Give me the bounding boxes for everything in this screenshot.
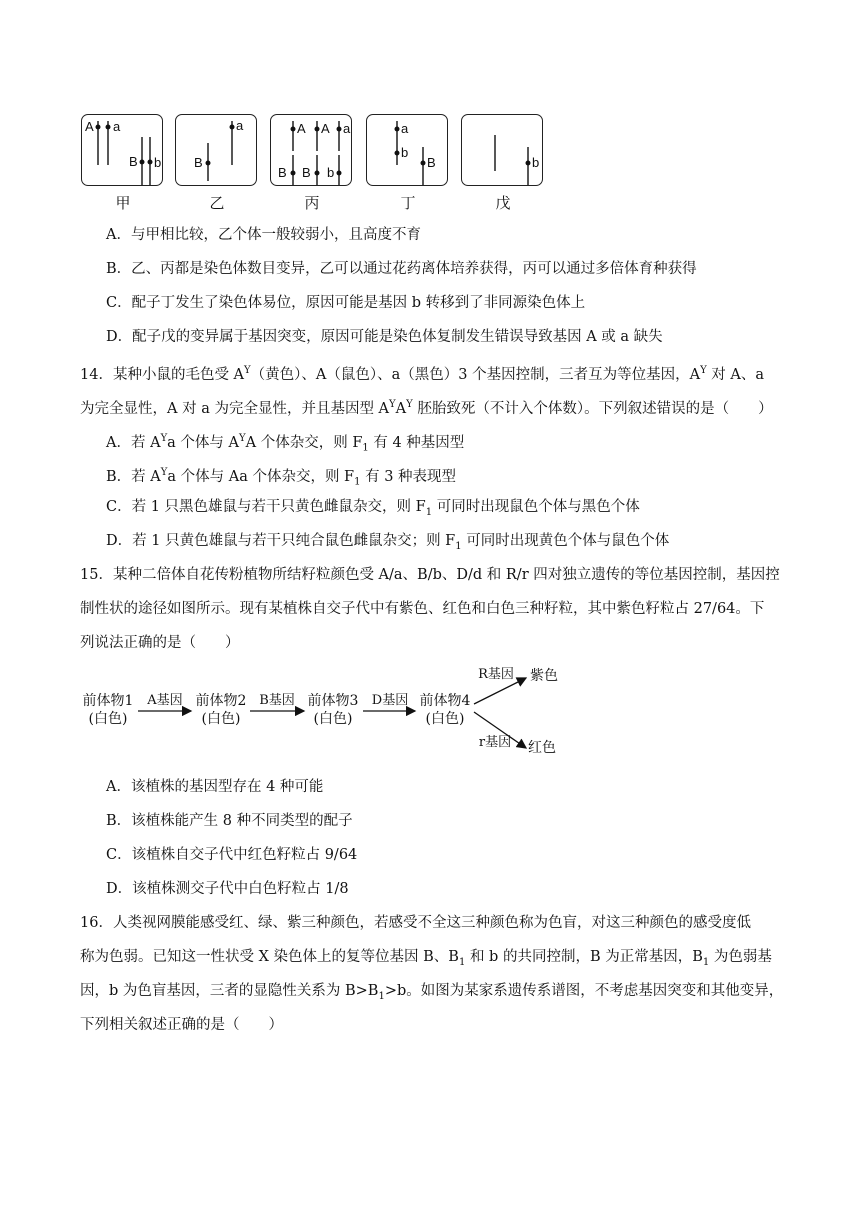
q15-option-d: D．该植株测交子代中白色籽粒占 1/8 xyxy=(106,881,349,897)
text: 可同时出现黄色个体与鼠色个体 xyxy=(461,533,670,549)
box-label-jia: 甲 xyxy=(115,194,131,212)
text: a 个体与 Aa 个体杂交，则 F xyxy=(167,468,355,485)
sub: 1 xyxy=(458,956,466,968)
gene-label: B xyxy=(302,165,311,180)
sub: 1 xyxy=(425,506,433,518)
text: D．若 1 只黄色雄鼠与若干只纯合鼠色雌鼠杂交；则 F xyxy=(106,533,456,549)
text: A．若 A xyxy=(106,434,161,451)
purple-label: 紫色 xyxy=(530,668,558,684)
text: 有 4 种基因型 xyxy=(368,434,465,451)
text: 有 3 种表现型 xyxy=(360,468,457,485)
text: (白色) xyxy=(313,711,353,727)
sup: Y xyxy=(160,433,168,444)
sub: 1 xyxy=(378,990,385,1002)
text: 前体物2 xyxy=(195,693,247,709)
q15-option-c: C．该植株自交子代中红色籽粒占 9/64 xyxy=(106,847,358,863)
text: (白色) xyxy=(425,711,465,727)
gene-label: a xyxy=(236,118,244,133)
sup: Y xyxy=(160,467,168,478)
box-label-bing: 丙 xyxy=(304,194,320,212)
q15-option-a: A．该植株的基因型存在 4 种可能 xyxy=(106,779,324,795)
box-label-ding: 丁 xyxy=(400,194,416,212)
sup: Y xyxy=(700,365,707,376)
gene-label: b xyxy=(532,155,540,170)
q15-line-1: 15．某种二倍体自花传粉植物所结籽粒颜色受 A/a、B/b、D/d 和 R/r 四对独立遗传的等位基因控制，基因控 xyxy=(80,567,780,583)
text: 称为色弱。已知这一性状受 X 染色体上的复等位基因 B、B xyxy=(80,949,459,965)
q13-option-a: A．与甲相比较，乙个体一般较弱小，且高度不育 xyxy=(106,227,421,243)
text: 前体物4 xyxy=(419,693,471,709)
gene-r-lower-label: r基因 xyxy=(478,735,512,750)
text: 胚胎致死（不计入个体数）。下列叙述错误的是（ ） xyxy=(412,400,773,417)
text: A 个体杂交，则 F xyxy=(245,434,363,451)
text: (白色) xyxy=(88,711,128,727)
sup: Y xyxy=(239,433,246,444)
sup: Y xyxy=(406,399,413,410)
gene-label: a xyxy=(343,121,351,136)
box-label-yi: 乙 xyxy=(209,194,225,212)
text: 可同时出现鼠色个体与黑色个体 xyxy=(432,499,640,515)
precursor-4 xyxy=(413,692,477,728)
text: C．若 1 只黑色雄鼠与若干只黄色雌鼠杂交，则 F xyxy=(106,499,426,515)
q13-option-d: D．配子戊的变异属于基因突变，原因可能是染色体复制发生错误导致基因 A 或 a 缺失 xyxy=(106,329,663,345)
sub: 1 xyxy=(455,540,462,552)
gene-r-upper-label: R基因 xyxy=(478,667,514,682)
text: （黄色）、A（鼠色）、a（黑色）3 个基因控制，三者互为等位基因，A xyxy=(250,366,701,383)
gene-label: B xyxy=(129,154,138,169)
text: (白色) xyxy=(201,711,241,727)
q16-line-3 xyxy=(80,981,783,1007)
question-number: 14． xyxy=(80,366,113,383)
text: 为完全显性，A 对 a 为完全显性，并且基因型 A xyxy=(80,400,390,417)
gene-label: A xyxy=(321,121,330,136)
sup: Y xyxy=(389,399,396,410)
gene-label: A xyxy=(297,121,306,136)
q13-option-c: C．配子丁发生了染色体易位，原因可能是基因 b 转移到了非同源染色体上 xyxy=(106,295,586,311)
gene-label: A xyxy=(85,119,94,134)
text: 对 A、a xyxy=(706,366,765,383)
gene-label: B xyxy=(427,155,436,170)
text: 前体物3 xyxy=(307,693,359,709)
gene-label: a xyxy=(401,121,409,136)
gene-label: b xyxy=(401,145,409,160)
text: a 个体与 A xyxy=(167,434,240,451)
gene-label: B xyxy=(194,155,203,170)
precursor-1 xyxy=(76,692,140,728)
q15-line-3: 列说法正确的是（ ） xyxy=(80,635,240,651)
q15-option-b: B．该植株能产生 8 种不同类型的配子 xyxy=(106,813,353,829)
gene-label: b xyxy=(327,165,335,180)
q15-line-2: 制性状的途径如图所示。现有某植株自交子代中有紫色、红色和白色三种籽粒，其中紫色籽粒占 27/64。下 xyxy=(80,601,765,617)
text: >b。如图为某家系遗传系谱图，不考虑基因突变和其他变异， xyxy=(384,983,784,999)
text: B．若 A xyxy=(106,468,161,485)
box-label-wu: 戊 xyxy=(495,194,511,212)
gene-a-label: A基因 xyxy=(147,693,183,708)
precursor-2 xyxy=(189,692,253,728)
gene-d-label: D基因 xyxy=(371,693,409,708)
sub: 1 xyxy=(702,956,710,968)
q16-line-2 xyxy=(80,947,772,973)
q16-line-1: 16．人类视网膜能感受红、绿、紫三种颜色，若感受不全这三种颜色称为色盲，对这三种颜色的感受度低 xyxy=(80,915,751,931)
text: 某种小鼠的毛色受 A xyxy=(112,366,245,383)
gene-label: B xyxy=(278,165,287,180)
text: 和 b 的共同控制，B 为正常基因，B xyxy=(465,949,703,965)
text: 前体物1 xyxy=(82,693,134,709)
gene-label: b xyxy=(154,155,162,170)
text: 因，b 为色盲基因，三者的显隐性关系为 B>B xyxy=(80,983,379,999)
sub: 1 xyxy=(362,442,369,454)
q13-option-b: B．乙、丙都是染色体数目变异，乙可以通过花药离体培养获得，丙可以通过多倍体育种获得 xyxy=(106,261,697,277)
sub: 1 xyxy=(354,476,361,488)
gene-label: a xyxy=(113,119,121,134)
red-label: 红色 xyxy=(528,740,556,756)
q16-line-4: 下列相关叙述正确的是（ ） xyxy=(80,1017,283,1033)
gene-b-label: B基因 xyxy=(259,693,295,708)
text: 为色弱基 xyxy=(709,949,772,965)
text: A xyxy=(395,400,407,417)
precursor-3 xyxy=(301,692,365,728)
sup: Y xyxy=(244,365,251,376)
